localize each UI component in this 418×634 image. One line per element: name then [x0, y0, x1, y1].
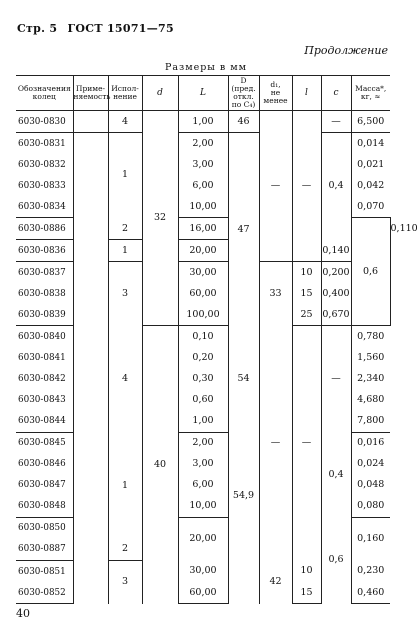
table-cell: 10,00: [178, 496, 228, 518]
D-cell: [228, 560, 259, 603]
table-cell: 0,140: [321, 240, 351, 262]
table-cell: 0,30: [178, 369, 228, 390]
table-cell: 3,00: [178, 154, 228, 175]
table-cell: 6030-0851: [16, 560, 73, 582]
table-cell: 6030-0850: [16, 517, 73, 539]
table-cell: 0,670: [321, 304, 351, 326]
table-cell: 1: [108, 240, 142, 262]
table-cell: 6030-0837: [16, 262, 73, 284]
page-footer-number: 40: [16, 607, 30, 620]
table-row: [16, 240, 390, 262]
table-cell: 0,021: [351, 154, 390, 175]
continuation-label: Продолжение: [304, 44, 388, 57]
c-cell: 0,4: [321, 432, 351, 517]
table-cell: 0,070: [351, 196, 390, 218]
table-cell: 6030-0831: [16, 133, 73, 155]
table-cell: 10,00: [178, 196, 228, 218]
mass-cell: 0,160: [351, 517, 390, 560]
table-cell: 10: [292, 560, 321, 582]
D-cell: 54,9: [228, 432, 259, 560]
table-cell: 6030-0842: [16, 369, 73, 390]
table-row: [16, 517, 390, 539]
table-cell: 0,20: [178, 348, 228, 369]
table-cell: 0,60: [178, 390, 228, 411]
table-cell: 0,230: [351, 560, 390, 582]
table-cell: 6030-0841: [16, 348, 73, 369]
table-cell: 10: [292, 262, 321, 284]
table-cell: 6030-0886: [16, 218, 73, 240]
table-cell: 6030-0843: [16, 390, 73, 411]
c-cell: 0,4: [321, 133, 351, 240]
table-row: [16, 133, 390, 155]
col-d: d: [142, 76, 178, 111]
l-dash-upper: —: [292, 111, 321, 262]
table-cell: 1,00: [178, 411, 228, 433]
table-cell: 1,00: [178, 111, 228, 133]
table-row: [16, 111, 390, 133]
table-cell: 6,00: [178, 475, 228, 496]
d-lower: 40: [142, 326, 178, 604]
table-row: [16, 326, 390, 348]
table-cell: [73, 133, 108, 604]
table-cell: 6030-0847: [16, 475, 73, 496]
table-cell: 6030-0832: [16, 154, 73, 175]
table-cell: 3,00: [178, 454, 228, 475]
table-cell: 0,780: [351, 326, 390, 348]
table-row: [16, 432, 390, 454]
table-cell: 20,00: [178, 240, 228, 262]
version-cell: 3: [108, 262, 142, 326]
version-cell: 3: [108, 560, 142, 603]
col-designation: Обозначения колец: [16, 76, 73, 111]
col-application: Приме- няемость: [73, 76, 108, 111]
D-cell: 54: [228, 326, 259, 432]
version-cell: 1: [108, 133, 142, 218]
col-version: Испол- нение: [108, 76, 142, 111]
version-cell: 4: [108, 326, 142, 432]
sizes-caption: Размеры в мм: [164, 62, 248, 73]
table-cell: 0,024: [351, 454, 390, 475]
table-cell: 4: [108, 111, 142, 133]
table-cell: 6030-0844: [16, 411, 73, 433]
standard-code: ГОСТ 15071—75: [67, 22, 174, 35]
col-L: L: [178, 76, 228, 111]
c-cell: 0,6: [351, 218, 390, 326]
table-cell: 6030-0833: [16, 175, 73, 196]
table-cell: 6,500: [351, 111, 390, 133]
table-cell: 30,00: [178, 262, 228, 284]
table-cell: 15: [292, 283, 321, 304]
D-cell: 47: [228, 133, 259, 326]
table-cell: 2: [108, 539, 142, 561]
table-cell: 2,340: [351, 369, 390, 390]
table-cell: [73, 111, 108, 133]
table-cell: 6030-0834: [16, 196, 73, 218]
rings-table: [16, 75, 418, 604]
d-upper: 32: [142, 111, 178, 326]
l-dash-lower: —: [292, 326, 321, 561]
table-cell: 30,00: [178, 560, 228, 582]
col-c: c: [321, 76, 351, 111]
table-cell: 25: [292, 304, 321, 326]
d1-upper: 33: [259, 262, 292, 326]
table-cell: 0,014: [351, 133, 390, 155]
table-row: [16, 304, 390, 326]
col-mass: Масса*, кг, ≈: [351, 76, 390, 111]
table-cell: 0,200: [321, 262, 351, 284]
table-cell: 6030-0848: [16, 496, 73, 518]
table-cell: 6030-0852: [16, 582, 73, 604]
table-row: [16, 283, 390, 304]
table-cell: 6030-0845: [16, 432, 73, 454]
table-cell: 46: [228, 111, 259, 133]
table-cell: 6030-0836: [16, 240, 73, 262]
table-cell: 16,00: [178, 218, 228, 240]
d1-dash-upper: —: [259, 111, 292, 262]
c-cell: 0,6: [321, 517, 351, 603]
table-cell: 4,680: [351, 390, 390, 411]
table-cell: 0,400: [321, 283, 351, 304]
table-cell: 100,00: [178, 304, 228, 326]
col-l: l: [292, 76, 321, 111]
table-row: 6030-0886 2 16,00 0,6 0,110: [16, 218, 390, 240]
table-cell: 7,800: [351, 411, 390, 433]
d1-lower: 42: [259, 560, 292, 603]
table-cell: 2,00: [178, 133, 228, 155]
table-cell: 0,10: [178, 326, 228, 348]
table-cell: 6030-0840: [16, 326, 73, 348]
L-cell: 20,00: [178, 517, 228, 560]
table-cell: 0,460: [351, 582, 390, 604]
version-cell: 1: [108, 432, 142, 539]
table-cell: 6,00: [178, 175, 228, 196]
table-cell: 2,00: [178, 432, 228, 454]
table-cell: —: [321, 111, 351, 133]
col-d1: d₁, не менее: [259, 76, 292, 111]
table-header: [16, 76, 390, 111]
table-cell: 6030-0839: [16, 304, 73, 326]
table-cell: 60,00: [178, 283, 228, 304]
table-cell: 2: [108, 218, 142, 240]
table-cell: 6030-0830: [16, 111, 73, 133]
table-cell: 6030-0887: [16, 539, 73, 561]
table-cell: 0,042: [351, 175, 390, 196]
table-row: [16, 262, 390, 284]
table-cell: 60,00: [178, 582, 228, 604]
c-cell: —: [321, 326, 351, 432]
page-number: Стр. 5: [17, 22, 58, 35]
table-cell: 6030-0838: [16, 283, 73, 304]
d1-dash-lower: —: [259, 326, 292, 561]
col-D: D (пред. откл. по C₄): [228, 76, 259, 111]
table-cell: 0,048: [351, 475, 390, 496]
table-cell: 1,560: [351, 348, 390, 369]
table-cell: 6030-0846: [16, 454, 73, 475]
table-cell: 0,080: [351, 496, 390, 518]
table-cell: 0,016: [351, 432, 390, 454]
table-cell: 15: [292, 582, 321, 604]
page-header: [17, 22, 180, 35]
